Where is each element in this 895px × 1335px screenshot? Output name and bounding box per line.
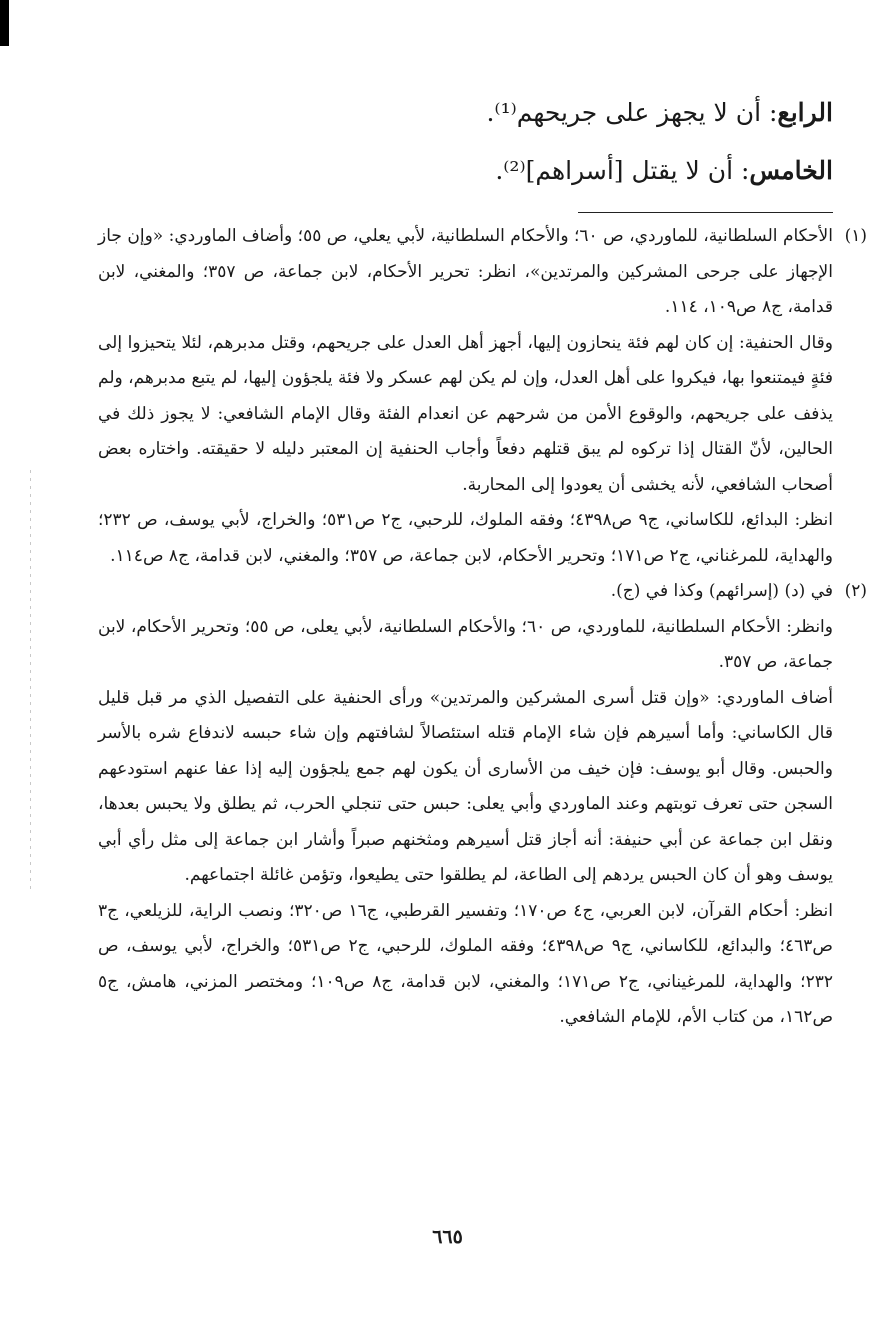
footnote-1-paragraph-3: انظر: البدائع، للكاساني، ج٩ ص٤٣٩٨؛ وفقه الملوك، للرحبي، ج٢ ص٥٣١؛ والخراج، لأبي يوسف، ص ٢٣٢؛ والهداية، للمرغناني، ج٢ ص١٧١؛ وتحرير الأحكام، لابن جماعة، ص ٣٥٧؛ والمغني، لابن قدامة، ج٨ ص١١٤. bbox=[98, 510, 833, 566]
footnote-2 bbox=[98, 574, 867, 1036]
footnote-1-paragraph-2: وقال الحنفية: إن كان لهم فئة ينحازون إليها، أجهز أهل العدل على جريحهم، وقتل مدبرهم، لئلا يتحيزوا إلى فئةٍ فيمتنعوا بها، فيكروا على أهل العدل، وإن لم يكن لهم عسكر ولا فئة يلجؤون إليها، لم يتبع مدبرهم، ولم يذفف على جريحهم، والوقوع الأمن من شرحهم عن انعدام الفئة وقال الإمام الشافعي: لا يجوز ذلك في الحالين، لأنّ القتال إذا تركوه لم يبق قتلهم دفعاً وأجاب الحنفية إن المعتبر دليله لا حقيقته. واختاره بعض أصحاب الشافعي، لأنه يخشى أن يعودوا إلى المحاربة. bbox=[98, 332, 833, 495]
page-number: ٦٦٥ bbox=[432, 1226, 463, 1248]
main-line-1-text: : أن لا يجهز على جريحهم⁽¹⁾. bbox=[486, 98, 778, 127]
main-text-line-2 bbox=[98, 142, 833, 200]
footnote-2-paragraph-2: وانظر: الأحكام السلطانية، للماوردي، ص ٦٠؛ والأحكام السلطانية، لأبي يعلى، ص ٥٥؛ وتحرير الأحكام، لابن جماعة، ص ٣٥٧. bbox=[98, 616, 833, 672]
footnote-2-paragraph-4: انظر: أحكام القرآن، لابن العربي، ج٤ ص١٧٠؛ وتفسير القرطبي، ج١٦ ص٣٢٠؛ ونصب الراية، للزيلعي، ج٣ ص٤٦٣؛ والبدائع، للكاساني، ج٩ ص٤٣٩٨؛ وفقه الملوك، للرحبي، ج٢ ص٥٣١؛ والخراج، لأبي يوسف، ص ٢٣٢؛ والهداية، للمرغيناني، ج٢ ص١٧١؛ والمغني، لابن قدامة، ج٨ ص١٠٩؛ ومختصر المزني، هامش، ج٥ ص١٦٢، من كتاب الأم، للإمام الشافعي. bbox=[98, 900, 833, 1027]
main-line-1-label: الرابع bbox=[777, 98, 833, 127]
scan-edge-mark bbox=[0, 0, 9, 46]
footnote-2-paragraph-1: في (د) (إسرائهم) وكذا في (ج). bbox=[610, 581, 833, 601]
footnote-2-number: (٢) bbox=[844, 581, 867, 601]
footnote-1-paragraph-1: الأحكام السلطانية، للماوردي، ص ٦٠؛ والأحكام السلطانية، لأبي يعلي، ص ٥٥؛ وأضاف الماوردي: «وإن جاز الإجهاز على جرحى المشركين والمرتدين»، انظر: تحرير الأحكام، لابن جماعة، ص ٣٥٧؛ والمغني، لابن قدامة، ج٨ ص١٠٩، ١١٤. bbox=[98, 226, 833, 317]
footnote-2-paragraph-3: أضاف الماوردي: «وإن قتل أسرى المشركين والمرتدين» ورأى الحنفية على التفصيل الذي مر قبل قليل قال الكاساني: وأما أسيرهم فإن شاء الإمام قتله استئصالاً لشافتهم وإن شاء حبسه لاندفاع شره بالأسر والحبس. وقال أبو يوسف: فإن خيف من الأسارى أن يكون لهم جمع يلجؤون إليه إذا عفا عنهم استودعهم السجن حتى تعرف توبتهم وعند الماوردي وأبي يعلى: حبس حتى تنجلي الحرب، ثم يطلق ولا يحبس بعدها، ونقل ابن جماعة عن أبي حنيفة: أنه أجاز قتل أسيرهم ومثخنهم صبراً وأشار ابن جماعة إلى مثل رأي أبي يوسف وهو أن كان الحبس يردهم إلى الطاعة، لم يطلقوا حتى يطيعوا، وتؤمن غائلة اجتماعهم. bbox=[98, 687, 833, 885]
main-line-2-text: : أن لا يقتل [أسراهم]⁽²⁾. bbox=[495, 156, 750, 185]
footnote-1 bbox=[98, 219, 867, 574]
main-text-line-1 bbox=[98, 84, 833, 142]
scan-artifact-line bbox=[30, 470, 31, 890]
footnote-separator bbox=[578, 212, 833, 213]
main-line-2-label: الخامس bbox=[749, 156, 833, 185]
footnote-1-number: (١) bbox=[844, 226, 867, 246]
page-content bbox=[98, 84, 867, 1036]
